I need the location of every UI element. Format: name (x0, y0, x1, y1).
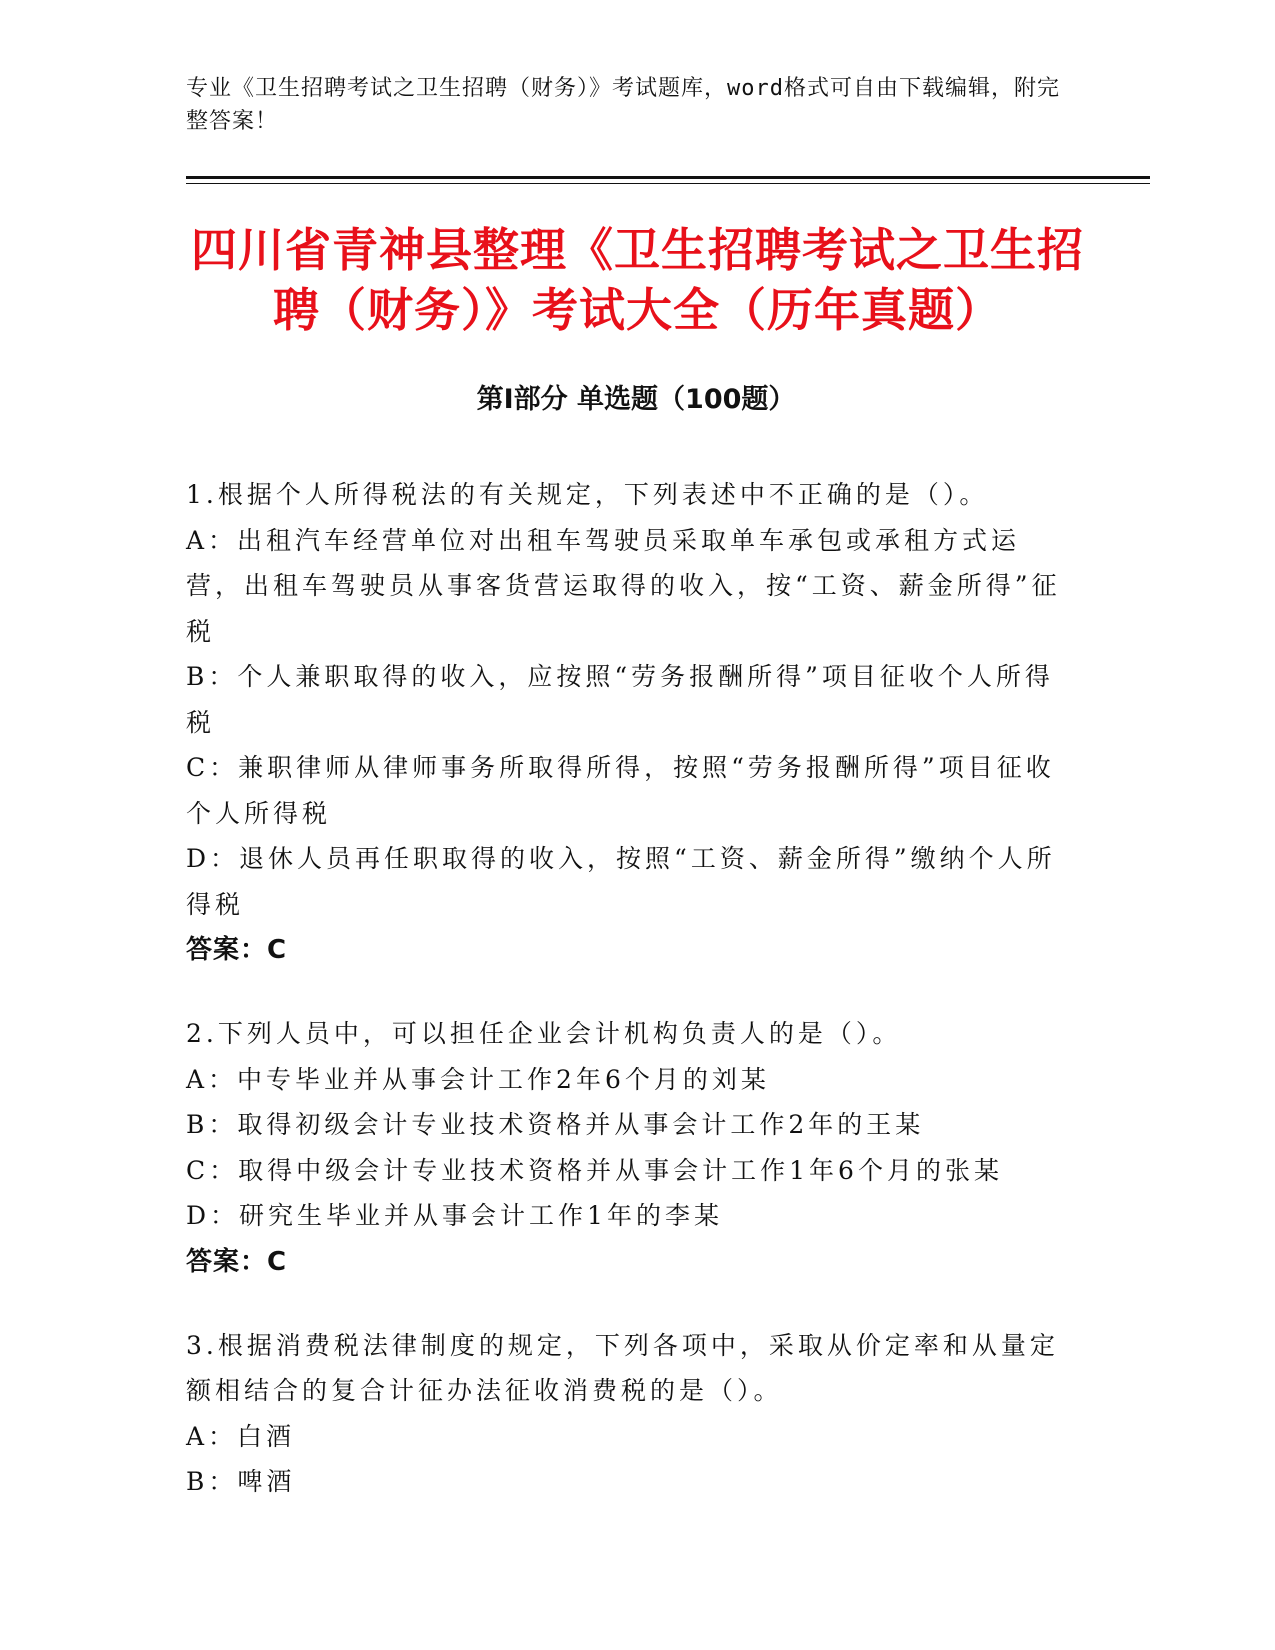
question-option: C：取得中级会计专业技术资格并从事会计工作1年6个月的张某 (186, 1155, 1003, 1185)
question-option: B：啤酒 (186, 1467, 296, 1496)
question-option: A：出租汽车经营单位对出租车驾驶员采取单车承包或承租方式运营，出租车驾驶员从事客货营运取得的收入，按“工资、薪金所得”征税 (186, 525, 1061, 646)
question-option: A：白酒 (186, 1421, 296, 1451)
title-line-2: 聘（财务）》考试大全（历年真题） (273, 283, 1002, 337)
header-rule-thin (186, 183, 1150, 184)
question-stem: 2.下列人员中，可以担任企业会计机构负责人的是（）。 (186, 1019, 902, 1048)
question-stem: 1.根据个人所得税法的有关规定，下列表述中不正确的是（）。 (186, 480, 989, 509)
question-option: B：取得初级会计专业技术资格并从事会计工作2年的王某 (186, 1110, 925, 1139)
question-option: D：退休人员再任职取得的收入，按照“工资、薪金所得”缴纳个人所得税 (186, 844, 1056, 919)
question-option: A：中专毕业并从事会计工作2年6个月的刘某 (186, 1064, 770, 1094)
question-stem: 3.根据消费税法律制度的规定，下列各项中，采取从价定率和从量定额相结合的复合计征办法征收消费税的是（）。 (186, 1330, 1059, 1405)
question-option: C：兼职律师从律师事务所取得所得，按照“劳务报酬所得”项目征收个人所得税 (186, 753, 1055, 828)
answer-line: 答案：C (186, 935, 288, 965)
question-list (186, 472, 1076, 1543)
section-heading: 第Ⅰ部分 单选题（100题） (476, 384, 796, 415)
question-block (186, 472, 1076, 973)
question-block (186, 1011, 1076, 1285)
header-rule-thick (186, 176, 1150, 179)
document-title (150, 220, 1125, 340)
question-option: B：个人兼职取得的收入，应按照“劳务报酬所得”项目征收个人所得税 (186, 662, 1054, 737)
title-line-1: 四川省青神县整理《卫生招聘考试之卫生招 (191, 223, 1084, 277)
answer-line: 答案：C (186, 1246, 288, 1277)
question-block (186, 1323, 1076, 1505)
header-note: 专业《卫生招聘考试之卫生招聘（财务）》考试题库，word格式可自由下载编辑，附完整答案！ (186, 76, 1060, 134)
question-option: D：研究生毕业并从事会计工作1年的李某 (186, 1201, 723, 1230)
